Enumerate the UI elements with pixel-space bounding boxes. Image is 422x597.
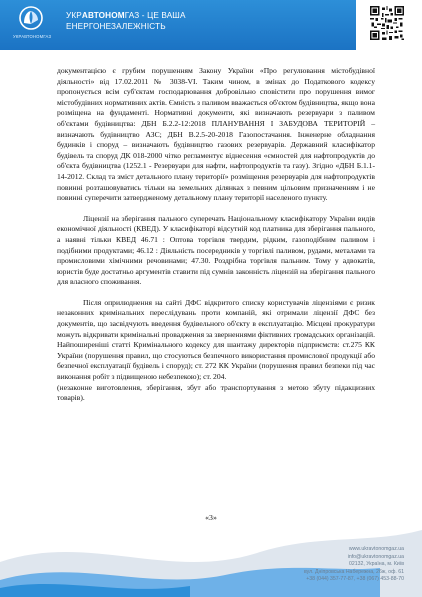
paragraph-1: документацією є грубим порушенням Закону України «Про регулювання містобудівної діяльності» від 17.02.2011 № 3038-VI. Таким чином, в змінах до Податкового кодексу пропонується всім суб'єктам господарювання добровільно сповістити про порушення вимог містобудівних нормативних актів. Ємність з паливом вважається об'єктом будівництва, якщо вона розміщена на фундаменті. Нормативні документи, які визначають резервуари з паливом об'єктами будівництва: ДБН Б.2.2-12:2018 ПЛАНУВАННЯ І ЗАБУДОВА ТЕРИТОРІЙ – визначають будівництво АЗС; ДБН В.2.5-20-2018 Газопостачання. Інженерне обладнання будинків і споруд – визначають будівництво газових резервуарів. Державний класифікатор будівель та споруд ДК 018-2000 чітко регламентує віднесення «ємностей для нафтопродуктів до об'єкта будівництва (1252.1 - Резервуари для нафти, нафтопродуктів та газу). Згідно «ДБН Б.1.1-14-2012. Склад та зміст детального плану території» розміщення резервуарів для нафтопродуктів повинні розташовуватись тільки на земельних ділянках з певним цільовим призначенням і не повинні суперечити затвердженому детальному плану території населеного пункту.	[57, 66, 375, 203]
footer-email[interactable]: info@ukravtonomgaz.ua	[347, 553, 404, 560]
footer-contacts	[304, 546, 404, 584]
footer-website[interactable]: www.ukravtonomgaz.ua	[348, 546, 404, 552]
paragraph-3: Після оприлюднення на сайті ДФС відкритого списку користувачів ліцензіями є ризик незаконних кримінальних переслідувань проти компаній, які отримали ліцензії ДФС без документів, що засвідчують введення будівельного об'єкту в експлуатацію. Місцеві прокуратури можуть відкривати кримінальні провадження за зверненнями фіктивних громадських організацій. Найпоширеніші статті Кримінального кодексу для шантажу директорів підприємств: ст.275 КК України (порушення правил, що стосуються безпечного використання промислової продукції або безпечної експлуатації будівель і споруд); ст. 272 КК України (порушення правил безпеки під час виконання робіт з підвищеною небезпекою); ст. 204.	[57, 297, 375, 382]
footer-postal: 02132, Україна, м. Київ	[348, 561, 404, 568]
footer-address: вул. Дніпровська Набережна, 26ж, оф. 61	[303, 568, 404, 575]
brand-main: АВТОНОМ	[81, 11, 125, 20]
logo-subtitle: УКРАВТОНОМГАЗ	[13, 34, 52, 39]
slogan-line-2: ЕНЕРГОНЕЗАЛЕЖНІСТЬ	[66, 22, 166, 31]
header-slogan	[66, 10, 186, 32]
brand-suffix: ГАЗ - ЦЕ ВАША	[124, 11, 186, 20]
document-body	[57, 66, 375, 404]
page-number: «3»	[205, 513, 217, 522]
brand-prefix: УКР	[66, 11, 82, 20]
page-header	[0, 0, 422, 50]
paragraph-2: Ліцензії на зберігання пального суперечать Національному класифікатору України видів економічної діяльності (КВЕД). У класифікаторі відсутній код платника для зберігання пального, а наявні тільки КВЕД 46.71 : Оптова торгівля твердим, рідким, газоподібним паливом і подібними продуктами; 46.12 : Діяльність посередників у торгівлі паливом, рудами, металами та промисловими хімічними речовинами; 47.30. Роздрібна торгівля пальним. Тому у адвокатів, юристів буде достатньо аргументів ставити під сумнів законність ліцензій на зберігання пального для власного споживання.	[57, 213, 375, 287]
qr-code-icon	[370, 6, 404, 40]
slogan-line-1	[66, 10, 186, 21]
paragraph-4: (незаконне виготовлення, зберігання, збут або транспортування з метою збуту підакцизних товарів).	[57, 382, 375, 403]
ukravtonomgaz-logo-icon	[14, 6, 48, 30]
footer-phones: +38 (044) 357-77-87, +38 (067) 453-88-70	[306, 576, 404, 583]
